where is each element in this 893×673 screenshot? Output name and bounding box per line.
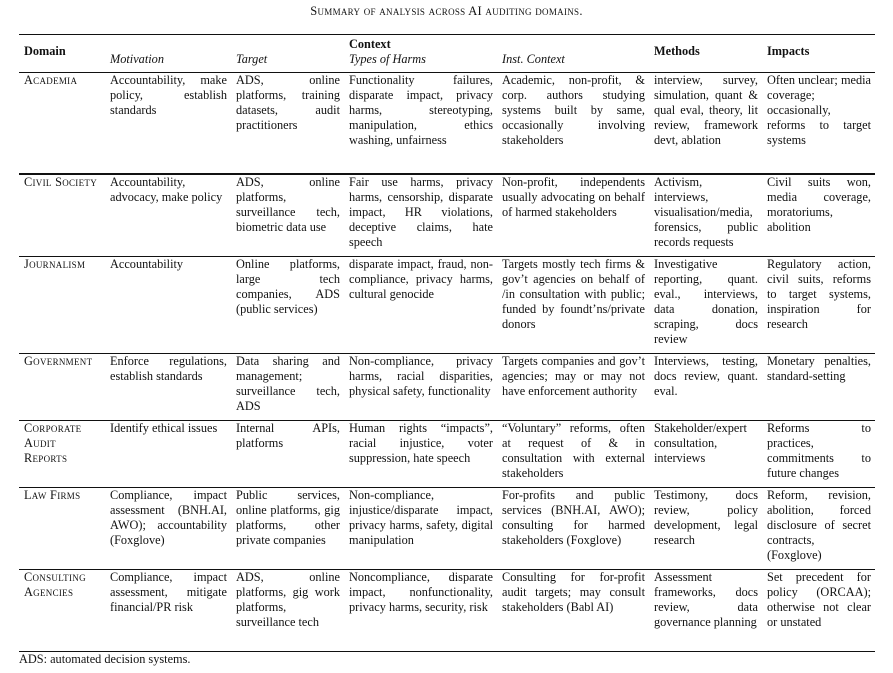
target-cell: Public services, online platforms, gig platforms, other private companies	[231, 488, 344, 570]
motivation-cell: Compliance, impact assessment, mitigate financial/PR risk	[105, 570, 231, 652]
harms-cell: Human rights “impacts”, racial injustice, voter suppression, hate speech	[344, 421, 497, 488]
domain-cell: Law Firms	[19, 488, 105, 570]
header-context-group	[344, 35, 497, 73]
header-domain: Domain	[24, 44, 66, 58]
methods-cell: Investigative reporting, quant. eval., interviews, data donation, scraping, docs review	[649, 257, 762, 354]
harms-cell: Fair use harms, privacy harms, censorship, disparate impact, HR violations, deceptive claims, hate speech	[344, 174, 497, 257]
motivation-cell: Accountability, advocacy, make policy	[105, 174, 231, 257]
table-row-government	[19, 354, 875, 421]
harms-cell: Non-compliance, privacy harms, racial disparities, physical safety, functionality	[344, 354, 497, 421]
target-cell: ADS, online platforms, surveillance tech, biometric data use	[231, 174, 344, 257]
domain-cell: Government	[19, 354, 105, 421]
impacts-cell: Reform, revision, abolition, forced disclosure of secret contracts, (Foxglove)	[762, 488, 875, 570]
methods-cell: Stakeholder/expert consultation, interviews	[649, 421, 762, 488]
table-row-law-firms	[19, 488, 875, 570]
harms-cell: disparate impact, fraud, non-compliance, privacy harms, cultural genocide	[344, 257, 497, 354]
impacts-cell: Reforms to practices, commitments to future changes	[762, 421, 875, 488]
target-cell: Online platforms, large tech companies, ADS (public services)	[231, 257, 344, 354]
inst-context-cell: Targets mostly tech firms & gov’t agencies on behalf of /in consultation with public; funded by foundt’ns/private donors	[497, 257, 649, 354]
inst-context-cell: Targets companies and gov’t agencies; may or may not have enforcement authority	[497, 354, 649, 421]
impacts-cell: Civil suits won, media coverage, moratoriums, abolition	[762, 174, 875, 257]
target-cell: Internal APIs, platforms	[231, 421, 344, 488]
impacts-cell: Monetary penalties, standard-setting	[762, 354, 875, 421]
header-inst-context: Inst. Context	[502, 52, 565, 66]
table-header-row	[19, 35, 875, 73]
header-types-of-harms: Types of Harms	[349, 52, 426, 66]
motivation-cell: Identify ethical issues	[105, 421, 231, 488]
inst-context-cell: Consulting for for-profit audit targets; may consult stakeholders (Babl AI)	[497, 570, 649, 652]
table-row-civil-society	[19, 174, 875, 257]
methods-cell: interview, survey, simulation, quant & qual eval, theory, lit review, framework devt, ablation	[654, 73, 758, 147]
methods-cell: Assessment frameworks, docs review, data governance planning	[649, 570, 762, 652]
summary-table	[19, 34, 875, 652]
motivation-cell: Enforce regulations, establish standards	[105, 354, 231, 421]
impacts-cell: Often unclear; media coverage; occasionally, reforms to target systems	[767, 73, 871, 147]
methods-cell: Activism, interviews, visualisation/media, forensics, public records requests	[649, 174, 762, 257]
domain-cell: Corporate Audit Reports	[19, 421, 105, 488]
target-cell: Data sharing and management; surveillance tech, ADS	[231, 354, 344, 421]
table-caption: Summary of analysis across AI auditing domains.	[310, 4, 583, 18]
header-impacts: Impacts	[767, 44, 810, 58]
inst-context-cell: Academic, non-profit, & corp. authors studying systems built by same, occasionally involving stakeholders	[502, 73, 645, 147]
impacts-cell: Regulatory action, civil suits, reforms to target systems, inspiration for research	[762, 257, 875, 354]
inst-context-cell: “Voluntary” reforms, often at request of & in consultation with external stakeholders	[497, 421, 649, 488]
table-row-journalism	[19, 257, 875, 354]
inst-context-cell: For-profits and public services (BNH.AI, AWO); consulting for harmed stakeholders (Foxglove)	[497, 488, 649, 570]
table-footnote: ADS: automated decision systems.	[19, 652, 191, 666]
motivation-cell: Accountability, make policy, establish standards	[110, 73, 227, 117]
table-row-consulting-agencies	[19, 570, 875, 652]
domain-cell: Journalism	[19, 257, 105, 354]
domain-cell: Consulting Agencies	[19, 570, 105, 652]
domain-cell: Civil Society	[19, 174, 105, 257]
header-methods: Methods	[654, 44, 700, 58]
motivation-cell: Compliance, impact assessment (BNH.AI, AWO); accountability (Foxglove)	[105, 488, 231, 570]
header-motivation: Motivation	[110, 52, 164, 66]
header-target: Target	[236, 52, 268, 66]
header-context: Context	[349, 37, 391, 51]
inst-context-cell: Non-profit, independents usually advocating on behalf of harmed stakeholders	[497, 174, 649, 257]
methods-cell: Interviews, testing, docs review, quant. eval.	[649, 354, 762, 421]
harms-cell: Functionality failures, disparate impact, privacy harms, stereotyping, manipulation, ethics washing, unfairness	[349, 73, 493, 147]
domain-cell: Academia	[24, 73, 78, 87]
table-row-academia	[19, 73, 875, 174]
harms-cell: Non-compliance, injustice/disparate impact, privacy harms, safety, digital manipulation	[344, 488, 497, 570]
target-cell: ADS, online platforms, training datasets, audit practitioners	[236, 73, 340, 132]
motivation-cell: Accountability	[105, 257, 231, 354]
target-cell: ADS, online platforms, gig work platforms, surveillance tech	[231, 570, 344, 652]
methods-cell: Testimony, docs review, policy development, legal research	[649, 488, 762, 570]
harms-cell: Noncompliance, disparate impact, nonfunctionality, privacy harms, security, risk	[344, 570, 497, 652]
table-row-corporate-audit-reports	[19, 421, 875, 488]
impacts-cell: Set precedent for policy (ORCAA); otherwise not clear or unstated	[762, 570, 875, 652]
